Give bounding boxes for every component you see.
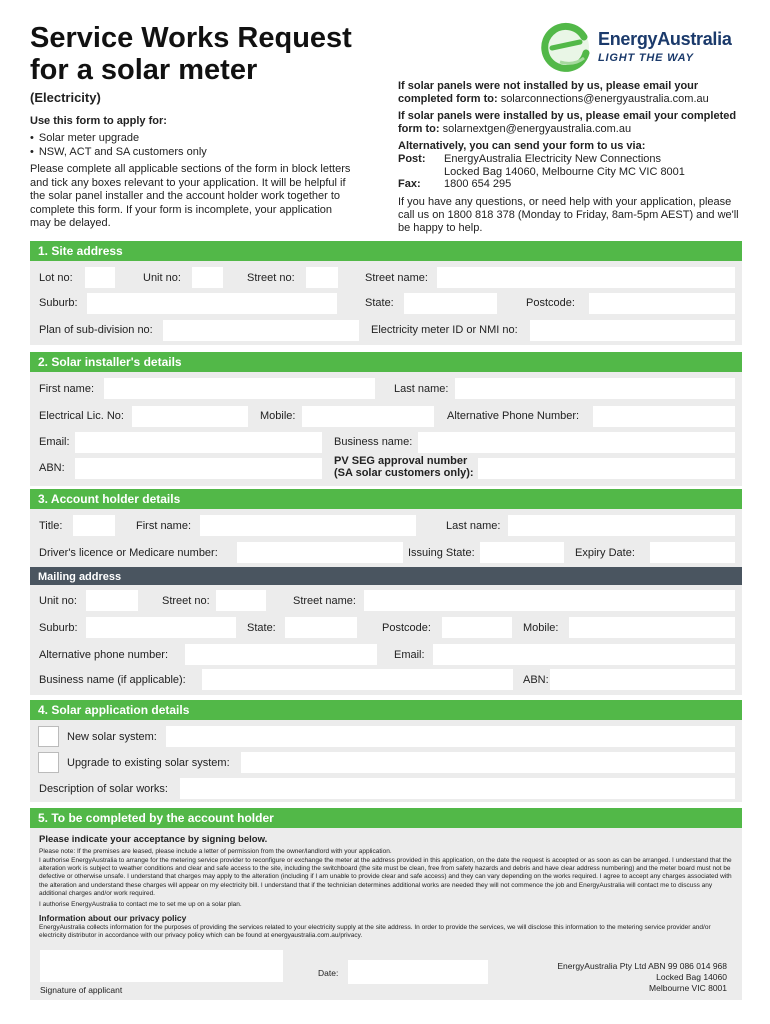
account-holder-panel xyxy=(30,509,742,567)
page-subtitle: (Electricity) xyxy=(30,90,101,105)
installer-first-input[interactable] xyxy=(104,378,375,399)
list-item: • Solar meter upgrade xyxy=(30,131,207,145)
use-for-label: Use this form to apply for: xyxy=(30,115,167,127)
mail-business-label: Business name (if applicable): xyxy=(39,674,186,686)
nmi-input[interactable] xyxy=(530,320,735,341)
title-input[interactable] xyxy=(73,515,115,536)
installer-first-label: First name: xyxy=(39,383,95,395)
upgrade-input[interactable] xyxy=(241,752,735,773)
alt-send-label: Alternatively, you can send your form to us via: xyxy=(398,140,646,152)
signature-label: Signature of applicant xyxy=(40,985,123,995)
lic-input[interactable] xyxy=(132,406,248,427)
solar-application-panel xyxy=(30,720,742,802)
date-label: Date: xyxy=(318,968,339,978)
holder-first-input[interactable] xyxy=(200,515,416,536)
suburb-label: Suburb: xyxy=(39,297,78,309)
section-1-header: 1. Site address xyxy=(30,241,742,261)
mail-suburb-label: Suburb: xyxy=(39,622,78,634)
new-system-label: New solar system: xyxy=(67,731,157,743)
business-name-input[interactable] xyxy=(418,432,735,453)
contact-email-not-installed: If solar panels were not installed by us, please email your completed form to: solarconnections@energyaustralia.com.au xyxy=(398,80,709,105)
lease-note: Please note: If the premises are leased, please include a letter of permission from the owner/landlord with your application. xyxy=(39,848,392,855)
plan-input[interactable] xyxy=(163,320,359,341)
mail-postcode-label: Postcode: xyxy=(382,622,431,634)
mail-postcode-input[interactable] xyxy=(442,617,512,638)
mail-email-input[interactable] xyxy=(433,644,735,665)
installer-alt-phone-input[interactable] xyxy=(593,406,735,427)
upgrade-label: Upgrade to existing solar system: xyxy=(67,757,230,769)
state-label: State: xyxy=(365,297,394,309)
unit-label: Unit no: xyxy=(143,272,181,284)
holder-last-label: Last name: xyxy=(446,520,501,532)
company-address: EnergyAustralia Pty Ltd ABN 99 086 014 968 Locked Bag 14060 Melbourne VIC 8001 xyxy=(557,961,727,993)
pvseg-label: PV SEG approval number (SA solar customers only): xyxy=(334,455,474,479)
mail-street-name-label: Street name: xyxy=(293,595,356,607)
mail-street-name-input[interactable] xyxy=(364,590,735,611)
mailing-address-panel xyxy=(30,585,742,695)
installer-last-input[interactable] xyxy=(455,378,735,399)
date-input[interactable] xyxy=(348,960,488,984)
nmi-label: Electricity meter ID or NMI no: xyxy=(371,324,518,336)
description-label: Description of solar works: xyxy=(39,783,168,795)
licence-label: Driver's licence or Medicare number: xyxy=(39,547,218,559)
mail-street-no-input[interactable] xyxy=(216,590,266,611)
lic-label: Electrical Lic. No: xyxy=(39,410,124,422)
postcode-input[interactable] xyxy=(589,293,735,314)
fax-number: 1800 654 295 xyxy=(444,178,512,190)
pvseg-input[interactable] xyxy=(478,458,735,479)
installer-mobile-label: Mobile: xyxy=(260,410,296,422)
suburb-input[interactable] xyxy=(87,293,337,314)
licence-input[interactable] xyxy=(237,542,403,563)
mail-unit-input[interactable] xyxy=(86,590,138,611)
mail-business-input[interactable] xyxy=(202,669,513,690)
solar-plan-authorisation: I authorise EnergyAustralia to contact me to set me up on a solar plan. xyxy=(39,901,242,908)
mail-unit-label: Unit no: xyxy=(39,595,77,607)
mail-alt-phone-label: Alternative phone number: xyxy=(39,649,169,661)
street-no-input[interactable] xyxy=(306,267,338,288)
privacy-heading: Information about our privacy policy xyxy=(39,913,187,923)
mail-suburb-input[interactable] xyxy=(86,617,236,638)
new-system-checkbox[interactable] xyxy=(38,726,59,747)
mail-mobile-label: Mobile: xyxy=(523,622,559,634)
state-input[interactable] xyxy=(404,293,497,314)
mail-email-label: Email: xyxy=(394,649,425,661)
section-4-header: 4. Solar application details xyxy=(30,700,742,720)
business-name-label: Business name: xyxy=(334,436,413,448)
page-title: Service Works Request for a solar meter xyxy=(30,22,352,86)
apply-for-list xyxy=(30,131,207,159)
installer-abn-label: ABN: xyxy=(39,462,65,474)
holder-first-label: First name: xyxy=(136,520,192,532)
mailing-address-header: Mailing address xyxy=(30,567,742,585)
holder-last-input[interactable] xyxy=(508,515,735,536)
installer-email-label: Email: xyxy=(39,436,70,448)
section-3-header: 3. Account holder details xyxy=(30,489,742,509)
expiry-label: Expiry Date: xyxy=(575,547,635,559)
section-5-header: 5. To be completed by the account holder xyxy=(30,808,742,828)
description-input[interactable] xyxy=(180,778,735,799)
issuing-state-label: Issuing State: xyxy=(408,547,475,559)
privacy-text: EnergyAustralia collects information for the purposes of providing the services related to your electricity supply at the site address. In order to provide the services, we will disclose this information to the metering service provider and/or electricity distributor in accordance with our privacy policy which can be found at energyaustralia.com.au/privacy. xyxy=(39,924,711,940)
installer-abn-input[interactable] xyxy=(75,458,322,479)
installer-panel xyxy=(30,372,742,486)
upgrade-checkbox[interactable] xyxy=(38,752,59,773)
contact-email-installed: If solar panels were installed by us, please email your completed form to: solarnextgen@energyaustralia.com.au xyxy=(398,110,737,135)
mail-abn-input[interactable] xyxy=(550,669,735,690)
street-name-label: Street name: xyxy=(365,272,428,284)
street-no-label: Street no: xyxy=(247,272,295,284)
unit-input[interactable] xyxy=(192,267,223,288)
installer-last-label: Last name: xyxy=(394,383,449,395)
lot-input[interactable] xyxy=(85,267,115,288)
acceptance-heading: Please indicate your acceptance by signing below. xyxy=(39,834,268,845)
installer-email-input[interactable] xyxy=(75,432,322,453)
post-address: EnergyAustralia Electricity New Connections Locked Bag 14060, Melbourne City MC VIC 8001 xyxy=(444,153,685,178)
installer-alt-phone-label: Alternative Phone Number: xyxy=(447,410,580,422)
mail-state-label: State: xyxy=(247,622,276,634)
postcode-label: Postcode: xyxy=(526,297,575,309)
street-name-input[interactable] xyxy=(437,267,735,288)
help-text: If you have any questions, or need help with your application, please call us on 1800 818 378 (Monday to Friday, 8am-5pm AEST) and we'll be happy to help. xyxy=(398,196,739,234)
expiry-input[interactable] xyxy=(650,542,735,563)
site-address-panel xyxy=(30,261,742,345)
fax-label: Fax: xyxy=(398,178,421,190)
authorisation-text: I authorise EnergyAustralia to arrange for the metering service provider to reconfigure or exchange the meter at the address provided in this application, on the date the request is accepted or as soon as can be arranged. I understand that the alteration work is subject to weather conditions and clear and safe access to the site, including the switchboard (the site must be clean, free from safety hazards and debris and have clear address numbering) and the meter board must not be defective or otherwise unsafe. I understand that charges may apply to the alteration (including if I am unable to provide clear and safe access) and they can vary depending on the works required. I agree to accept any charges associated with the alteration and understand these charges will appear on my electricity bill. I understand that if the technician determines additional works are needed they will not commence the job and EnergyAustralia will contact me to discuss any additional charges and/or work required. xyxy=(39,857,732,897)
mail-alt-phone-input[interactable] xyxy=(185,644,377,665)
new-system-input[interactable] xyxy=(166,726,735,747)
installer-mobile-input[interactable] xyxy=(302,406,434,427)
title-label: Title: xyxy=(39,520,63,532)
logo-tagline: LIGHT THE WAY xyxy=(598,52,694,64)
section-2-header: 2. Solar installer's details xyxy=(30,352,742,372)
mail-mobile-input[interactable] xyxy=(569,617,735,638)
lot-label: Lot no: xyxy=(39,272,73,284)
mail-street-no-label: Street no: xyxy=(162,595,210,607)
intro-text: Please complete all applicable sections of the form in block letters and tick any boxes relevant to your application. It will be helpful if the solar panel installer and the account holder work together to complete this form. If your form is incomplete, your application may be delayed. xyxy=(30,163,351,230)
list-item: • NSW, ACT and SA customers only xyxy=(30,145,207,159)
signature-input[interactable] xyxy=(40,950,283,982)
mail-abn-label: ABN: xyxy=(523,674,549,686)
mail-state-input[interactable] xyxy=(285,617,357,638)
logo-name: EnergyAustralia xyxy=(598,29,732,49)
issuing-state-input[interactable] xyxy=(480,542,564,563)
post-label: Post: xyxy=(398,153,426,165)
plan-label: Plan of sub-division no: xyxy=(39,324,153,336)
